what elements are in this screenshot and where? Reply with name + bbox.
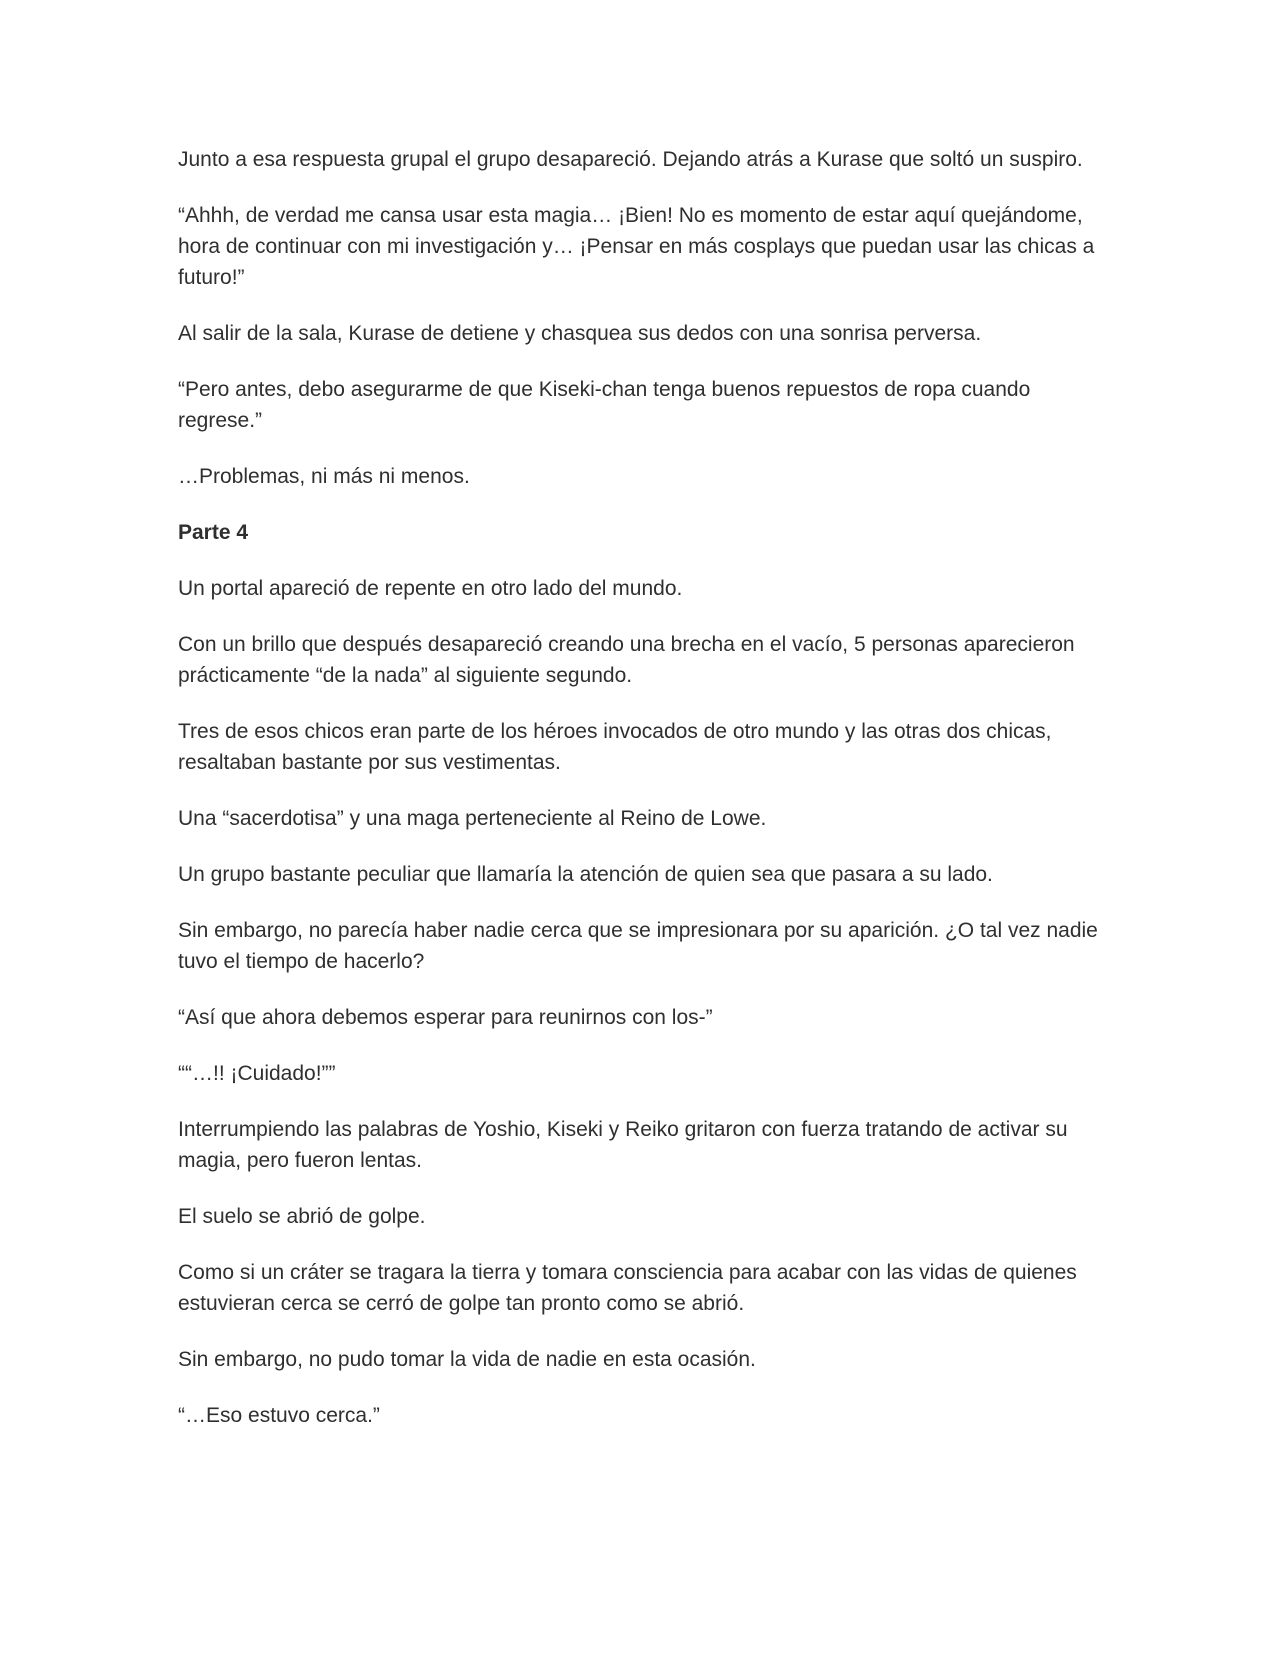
- paragraph: “Ahhh, de verdad me cansa usar esta magia… ¡Bien! No es momento de estar aquí quejándome, hora de continuar con mi investigación y… ¡Pensar en más cosplays que puedan usar las chicas a futuro!”: [178, 204, 1095, 289]
- paragraph: …Problemas, ni más ni menos.: [178, 465, 470, 488]
- paragraph: El suelo se abrió de golpe.: [178, 1205, 426, 1228]
- paragraph: “…Eso estuvo cerca.”: [178, 1404, 380, 1427]
- paragraph: Junto a esa respuesta grupal el grupo desapareció. Dejando atrás a Kurase que soltó un suspiro.: [178, 148, 1083, 171]
- paragraph: Sin embargo, no pudo tomar la vida de nadie en esta ocasión.: [178, 1348, 756, 1371]
- paragraph: “Pero antes, debo asegurarme de que Kiseki-chan tenga buenos repuestos de ropa cuando regrese.”: [178, 378, 1031, 432]
- document-page: [178, 144, 1108, 1456]
- paragraph: Un portal apareció de repente en otro lado del mundo.: [178, 577, 683, 600]
- section-heading: Parte 4: [178, 521, 249, 544]
- paragraph: Como si un cráter se tragara la tierra y tomara consciencia para acabar con las vidas de quienes estuvieran cerca se cerró de golpe tan pronto como se abrió.: [178, 1261, 1077, 1315]
- paragraph: Un grupo bastante peculiar que llamaría la atención de quien sea que pasara a su lado.: [178, 863, 993, 886]
- paragraph: Interrumpiendo las palabras de Yoshio, Kiseki y Reiko gritaron con fuerza tratando de activar su magia, pero fueron lentas.: [178, 1118, 1068, 1172]
- paragraph: Al salir de la sala, Kurase de detiene y chasquea sus dedos con una sonrisa perversa.: [178, 322, 982, 345]
- paragraph: Tres de esos chicos eran parte de los héroes invocados de otro mundo y las otras dos chicas, resaltaban bastante por sus vestimentas.: [178, 720, 1052, 774]
- paragraph: ““…!! ¡Cuidado!””: [178, 1062, 336, 1085]
- paragraph: Sin embargo, no parecía haber nadie cerca que se impresionara por su aparición. ¿O tal vez nadie tuvo el tiempo de hacerlo?: [178, 919, 1098, 973]
- paragraph: “Así que ahora debemos esperar para reunirnos con los-”: [178, 1006, 713, 1029]
- paragraph: Una “sacerdotisa” y una maga perteneciente al Reino de Lowe.: [178, 807, 767, 830]
- paragraph: Con un brillo que después desapareció creando una brecha en el vacío, 5 personas aparecieron prácticamente “de la nada” al siguiente segundo.: [178, 633, 1075, 687]
